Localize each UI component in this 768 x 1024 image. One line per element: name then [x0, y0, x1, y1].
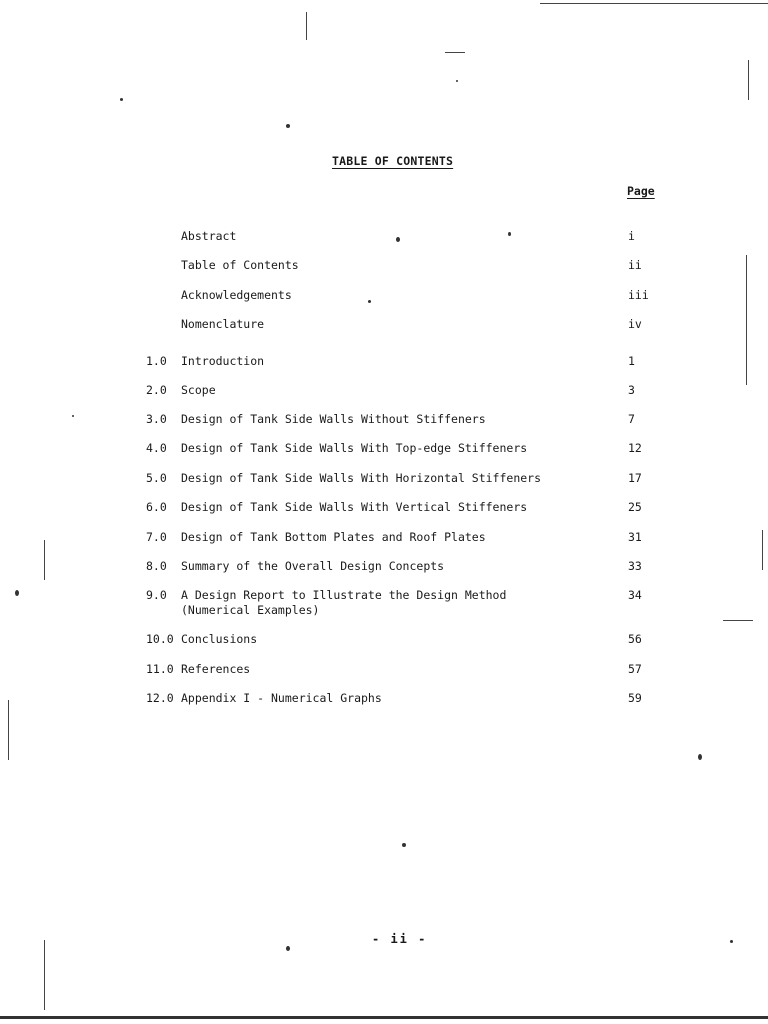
- page-number-footer: - ii -: [372, 932, 428, 946]
- toc-section: [0, 382, 768, 398]
- toc-section-page: 17: [628, 471, 642, 485]
- toc-section-title: Scope: [181, 383, 216, 397]
- toc-entry-title: Table of Contents: [181, 258, 299, 272]
- toc-section-number: 7.0: [146, 530, 167, 544]
- toc-section-number: 11.0: [146, 662, 174, 676]
- toc-section-number: 1.0: [146, 354, 167, 368]
- toc-section: [0, 631, 768, 647]
- toc-section-number: 8.0: [146, 559, 167, 573]
- toc-entry-page: i: [628, 229, 635, 243]
- toc-section-page: 3: [628, 383, 635, 397]
- toc-section-page: 31: [628, 530, 642, 544]
- toc-section-page: 57: [628, 662, 642, 676]
- scan-speck: [286, 124, 290, 128]
- toc-section-title-continued: (Numerical Examples): [181, 603, 320, 617]
- toc-section-number: 3.0: [146, 412, 167, 426]
- toc-entry: [0, 228, 768, 244]
- toc-section: [0, 558, 768, 574]
- scan-mark: [306, 12, 307, 40]
- toc-section-page: 12: [628, 441, 642, 455]
- toc-section: [0, 587, 768, 619]
- toc-section-number: 12.0: [146, 691, 174, 705]
- toc-section-title: Design of Tank Side Walls With Vertical Stiffeners: [181, 500, 528, 514]
- scan-speck: [402, 843, 406, 847]
- toc-entry-title: Acknowledgements: [181, 288, 292, 302]
- toc-section-title: Introduction: [181, 354, 265, 368]
- scan-mark: [540, 3, 768, 4]
- toc-section-title: Design of Tank Side Walls Without Stiffeners: [181, 412, 486, 426]
- scan-mark: [748, 60, 749, 100]
- scan-speck: [456, 80, 458, 82]
- toc-entry-page: iii: [628, 288, 649, 302]
- toc-entry-page: iv: [628, 317, 642, 331]
- toc-section-title: A Design Report to Illustrate the Design Method: [181, 588, 507, 602]
- scan-mark: [44, 940, 45, 1010]
- scan-mark: [8, 700, 9, 760]
- scan-speck: [698, 754, 702, 760]
- scan-edge: [0, 1016, 768, 1019]
- toc-entry: [0, 257, 768, 273]
- toc-section: [0, 529, 768, 545]
- toc-section-title: Design of Tank Side Walls With Top-edge Stiffeners: [181, 441, 528, 455]
- toc-entry: [0, 316, 768, 332]
- toc-section-page: 33: [628, 559, 642, 573]
- toc-section: [0, 411, 768, 427]
- scan-speck: [120, 98, 123, 101]
- page-column-header: Page: [627, 184, 655, 198]
- toc-section-page: 7: [628, 412, 635, 426]
- toc-section-page: 56: [628, 632, 642, 646]
- toc-section-number: 5.0: [146, 471, 167, 485]
- toc-entry-title: Nomenclature: [181, 317, 265, 331]
- toc-section: [0, 353, 768, 369]
- toc-section-page: 25: [628, 500, 642, 514]
- toc-entry: [0, 287, 768, 303]
- toc-section: [0, 661, 768, 677]
- toc-section-title: Design of Tank Side Walls With Horizontal Stiffeners: [181, 471, 542, 485]
- toc-section-number: 2.0: [146, 383, 167, 397]
- toc-heading: TABLE OF CONTENTS: [332, 154, 454, 168]
- toc-section-title: Conclusions: [181, 632, 258, 646]
- toc-section-title: Appendix I - Numerical Graphs: [181, 691, 382, 705]
- toc-section-title: Design of Tank Bottom Plates and Roof Plates: [181, 530, 486, 544]
- toc-section-number: 9.0: [146, 588, 167, 602]
- toc-entry-page: ii: [628, 258, 642, 272]
- toc-section: [0, 470, 768, 486]
- scan-speck: [730, 940, 733, 943]
- toc-section-number: 4.0: [146, 441, 167, 455]
- scan-speck: [286, 946, 290, 951]
- toc-section-page: 59: [628, 691, 642, 705]
- toc-section-title: Summary of the Overall Design Concepts: [181, 559, 445, 573]
- toc-section: [0, 690, 768, 706]
- toc-section-title: References: [181, 662, 251, 676]
- toc-section: [0, 499, 768, 515]
- scan-mark: [445, 52, 465, 53]
- scan-mark: [723, 620, 753, 621]
- toc-section-number: 6.0: [146, 500, 167, 514]
- toc-section-page: 1: [628, 354, 635, 368]
- toc-section-number: 10.0: [146, 632, 174, 646]
- toc-section-page: 34: [628, 588, 642, 602]
- toc-entry-title: Abstract: [181, 229, 237, 243]
- toc-section: [0, 440, 768, 456]
